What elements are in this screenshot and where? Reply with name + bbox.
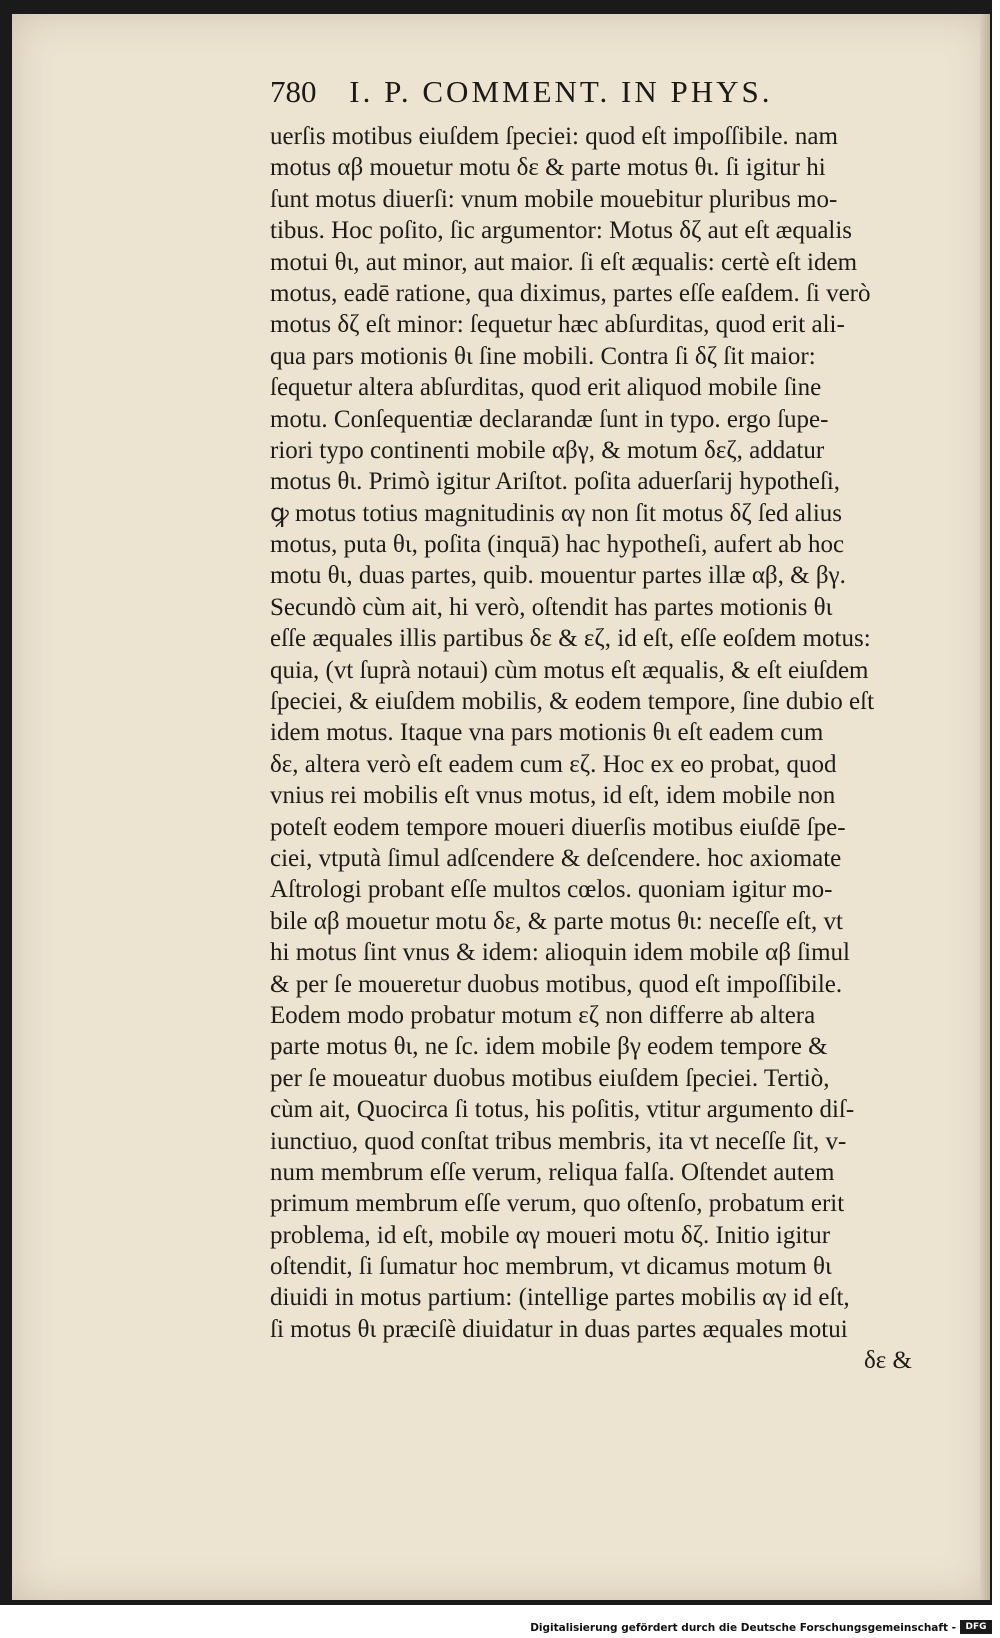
page-edge (980, 14, 990, 1600)
text-line: bile αβ mouetur motu δε, & parte motus θι: neceſſe eſt, vt (270, 907, 843, 935)
text-line: motui θι, aut minor, aut maior. ſi eſt æqualis: certè eſt idem (270, 248, 858, 276)
text-line: cùm ait, Quocirca ſi totus, his poſitis, vtitur argumento diſ- (270, 1096, 855, 1124)
text-line: per ſe moueatur duobus motibus eiuſdem ſpeciei. Tertiò, (270, 1064, 830, 1092)
text-line: qua pars motionis θι ſine mobili. Contra ſi δζ ſit maior: (270, 342, 816, 370)
text-line: vnius rei mobilis eſt vnus motus, id eſt, idem mobile non (270, 782, 836, 810)
text-line: motu θι, duas partes, quib. mouentur partes illæ αβ, & βγ. (270, 562, 846, 590)
text-line: motus, puta θι, poſita (inquā) hac hypotheſi, aufert ab hoc (270, 531, 845, 559)
text-line: Secundò cùm ait, hi verò, oſtendit has partes motionis θι (270, 593, 833, 621)
text-line: oſtendit, ſi ſumatur hoc membrum, vt dicamus motum θι (270, 1253, 832, 1281)
running-title: I. P. COMMENT. IN PHYS. (349, 74, 773, 109)
text-line: & per ſe moueretur duobus motibus, quod eſt impoſſibile. (270, 970, 843, 998)
text-line: ſpeciei, & eiuſdem mobilis, & eodem tempore, ſine dubio eſt (270, 688, 875, 716)
text-line: ꝙ motus totius magnitudinis αγ non ſit motus δζ ſed alius (270, 499, 843, 527)
digitization-credit: Digitalisierung gefördert durch die Deutsche Forschungsgemeinschaft - (530, 1622, 956, 1634)
text-line: idem motus. Itaque vna pars motionis θι eſt eadem cum (270, 719, 824, 747)
text-line: motu. Conſequentiæ declarandæ ſunt in typo. ergo ſupe- (270, 405, 829, 433)
text-line: num membrum eſſe verum, reliqua falſa. Oſtendet autem (270, 1158, 835, 1186)
text-line: δε & (864, 1347, 912, 1375)
text-line: poteſt eodem tempore moueri diuerſis motibus eiuſdē ſpe- (270, 813, 846, 841)
page-number: 780 (270, 74, 317, 109)
text-line: iunctiuo, quod conſtat tribus membris, ita vt neceſſe ſit, v- (270, 1127, 847, 1155)
body-text (270, 121, 950, 1377)
text-line: δε, altera verò eſt eadem cum εζ. Hoc ex eo probat, quod (270, 750, 837, 778)
running-header (270, 74, 890, 110)
text-line: motus δζ eſt minor: ſequetur hæc abſurditas, quod erit ali- (270, 311, 845, 339)
text-line: motus, eadē ratione, qua diximus, partes eſſe eaſdem. ſi verò (270, 279, 871, 307)
dfg-logo: DFG (960, 1620, 992, 1634)
text-line: diuidi in motus partium: (intellige partes mobilis αγ id eſt, (270, 1284, 850, 1312)
text-line: uerſis motibus eiuſdem ſpeciei: quod eſt impoſſibile. nam (270, 123, 838, 150)
text-line: motus αβ mouetur motu δε & parte motus θι. ſi igitur hi (270, 154, 826, 182)
text-line: motus θι. Primò igitur Ariſtot. poſita aduerſarij hypotheſi, (270, 468, 841, 496)
text-line: parte motus θι, ne ſc. idem mobile βγ eodem tempore & (270, 1033, 828, 1061)
text-line: riori typo continenti mobile αβγ, & motum δεζ, addatur (270, 436, 825, 464)
text-line: hi motus ſint vnus & idem: alioquin idem mobile αβ ſimul (270, 939, 850, 967)
text-line: primum membrum eſſe verum, quo oſtenſo, probatum erit (270, 1190, 845, 1218)
text-line: ſunt motus diuerſi: vnum mobile mouebitur pluribus mo- (270, 185, 838, 213)
text-line: Aſtrologi probant eſſe multos cœlos. quoniam igitur mo- (270, 876, 833, 904)
text-line: eſſe æquales illis partibus δε & εζ, id eſt, eſſe eoſdem motus: (270, 625, 871, 653)
text-line: Eodem modo probatur motum εζ non differre ab altera (270, 1001, 816, 1029)
text-line: ſequetur altera abſurditas, quod erit aliquod mobile ſine (270, 374, 822, 402)
text-line: quia, (vt ſuprà notaui) cùm motus eſt æqualis, & eſt eiuſdem (270, 656, 869, 684)
text-line: problema, id eſt, mobile αγ moueri motu δζ. Initio igitur (270, 1221, 831, 1249)
text-line: ſi motus θι præciſè diuidatur in duas partes æquales motui (270, 1315, 848, 1343)
text-line: tibus. Hoc poſito, ſic argumentor: Motus δζ aut eſt æqualis (270, 217, 853, 245)
text-line: ciei, vtputà ſimul adſcendere & deſcendere. hoc axiomate (270, 844, 842, 872)
